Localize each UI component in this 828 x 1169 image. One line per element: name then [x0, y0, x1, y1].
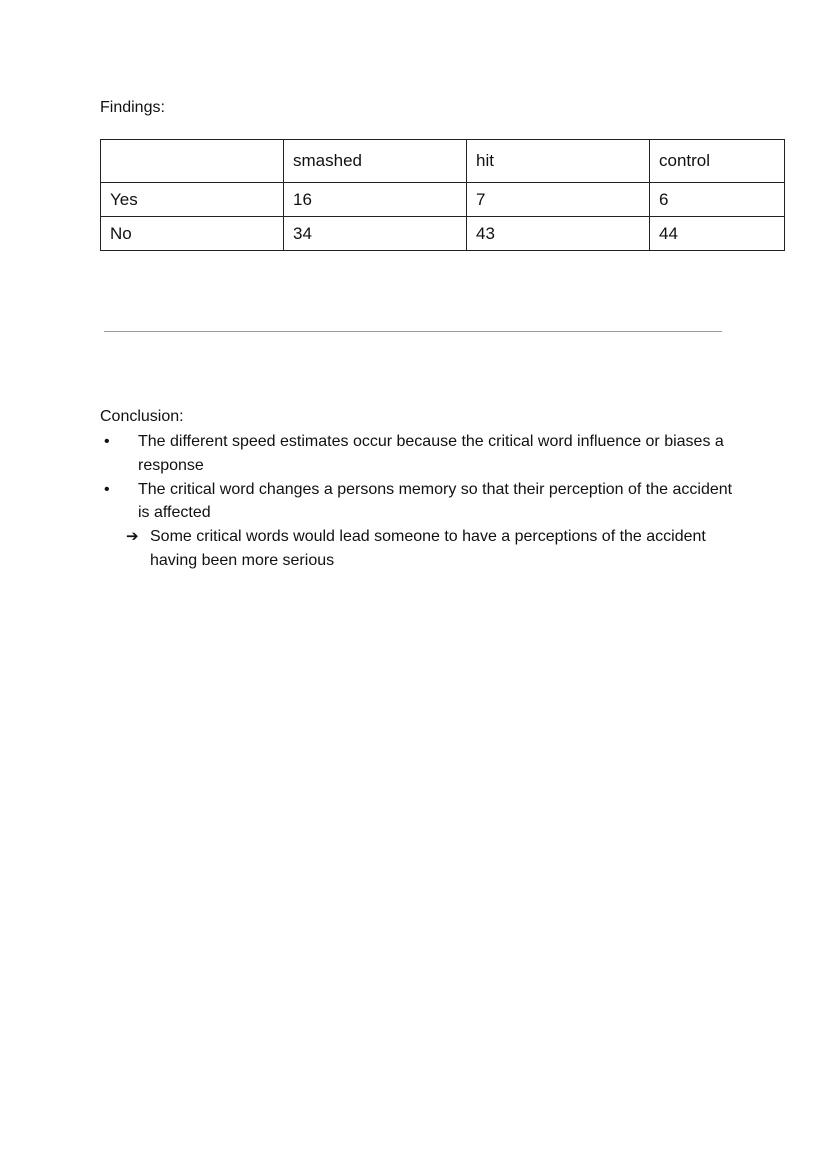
list-item-text: The different speed estimates occur because the critical word influence or biases a response [138, 433, 724, 474]
table-cell: Yes [101, 183, 284, 217]
list-item [100, 430, 740, 478]
conclusion-heading: Conclusion: [100, 408, 184, 425]
table-cell: 7 [467, 183, 650, 217]
table-header-row [101, 140, 785, 183]
table-cell: 44 [650, 217, 785, 251]
list-item-text: The critical word changes a persons memory so that their perception of the accident is affected [138, 480, 733, 522]
table-row [101, 183, 785, 217]
table-cell: No [101, 217, 284, 251]
findings-heading: Findings: [100, 99, 165, 116]
table-header-cell: smashed [284, 140, 467, 183]
table-header-cell: control [650, 140, 785, 183]
table-cell: 6 [650, 183, 785, 217]
bullet-icon: • [104, 480, 110, 498]
table-cell: 16 [284, 183, 467, 217]
horizontal-divider [104, 331, 722, 332]
table-cell: 34 [284, 217, 467, 251]
findings-table [100, 139, 785, 251]
bullet-icon: • [104, 433, 110, 450]
arrow-right-icon: ➔ [126, 528, 139, 546]
conclusion-list [100, 430, 740, 573]
table-header-cell [101, 140, 284, 183]
sub-list-item [100, 525, 740, 573]
table-cell: 43 [467, 217, 650, 251]
table-header-cell: hit [467, 140, 650, 183]
list-item [100, 478, 740, 526]
sub-list-item-text: Some critical words would lead someone to have a perceptions of the accident having been more serious [150, 528, 706, 569]
table-row [101, 217, 785, 251]
